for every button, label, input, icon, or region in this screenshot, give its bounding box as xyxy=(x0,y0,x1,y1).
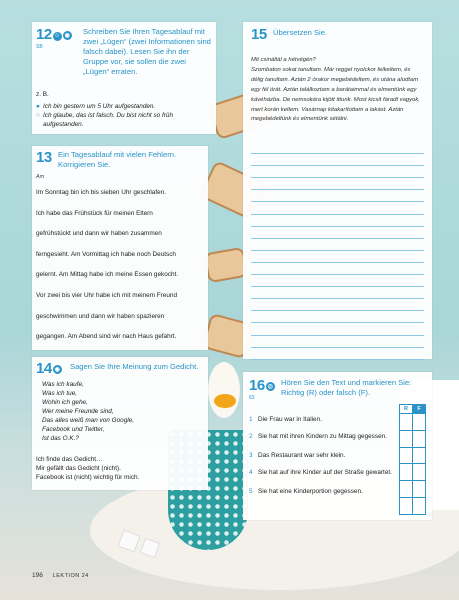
poem-line: Was ich tue, xyxy=(42,390,78,397)
answer-cell-r[interactable] xyxy=(400,430,413,447)
example-line: ● Ich bin gestern um 5 Uhr aufgestanden. xyxy=(36,103,156,110)
text-line: gelernt. Am Mittag habe ich meine Essen gekocht. xyxy=(36,271,179,279)
exercise-14-box xyxy=(32,357,208,490)
statement-item: 2 Sie hat mit ihren Kindern zu Mittag gegessen. xyxy=(249,432,387,440)
poem-line: Facebook und Twitter, xyxy=(42,426,105,433)
egg-yolk-image xyxy=(214,394,236,408)
audio-track: 63 xyxy=(249,395,255,401)
statement-item: 5 Sie hat eine Kinderportion gegessen. xyxy=(249,487,363,495)
answer-cell-f[interactable] xyxy=(413,430,426,447)
toast-image xyxy=(204,247,249,283)
answer-cell-f[interactable] xyxy=(413,447,426,464)
answer-cell-f[interactable] xyxy=(413,497,426,514)
poem-line: Wohin ich gehe, xyxy=(42,399,88,406)
statement-list xyxy=(249,416,397,504)
poem-line: Ist das O.K.? xyxy=(42,435,79,442)
text-line: ferngesieht. Am Vormittag ich habe noch Deutsch xyxy=(36,250,176,258)
response-phrases xyxy=(36,455,139,482)
text-line: gegangen. Am Abend sind wir nach Haus gefahrt. xyxy=(36,333,177,341)
answer-cell-r[interactable] xyxy=(400,447,413,464)
phrase: Ich finde das Gedicht… xyxy=(36,456,103,463)
bullet-icon: ● xyxy=(36,103,40,110)
page-footer xyxy=(32,572,89,579)
poem-line: Das alles weiß man von Google, xyxy=(42,417,134,424)
text-line: Vor zwei bis vier Uhr habe ich mit meinem Freund xyxy=(36,291,178,299)
exercise-14-number: 14 ◉ xyxy=(36,360,60,377)
answer-cell-f[interactable] xyxy=(413,464,426,481)
example-label: z. B. xyxy=(36,91,49,98)
speak-icon: ◉ xyxy=(54,367,60,373)
text-question: Mit csináltál a hétvégén? xyxy=(251,57,316,63)
answer-cell-r[interactable] xyxy=(400,464,413,481)
page-number: 196 xyxy=(32,572,43,579)
statement-item: 1 Die Frau war in Italien. xyxy=(249,416,322,423)
exercise-15-instruction: Übersetzen Sie. xyxy=(273,28,328,37)
answer-grid xyxy=(399,404,426,515)
exercise-15-number: 15 xyxy=(251,26,267,43)
exercise-12-box xyxy=(32,22,216,134)
speak-icon: ◉ xyxy=(64,33,70,39)
text-line: Ich habe das Frühstück für meinen Eltern xyxy=(36,209,153,217)
error-text xyxy=(36,183,206,348)
exercise-12-instruction: Schreiben Sie Ihren Tagesablauf mit zwei „Lügen“ (zwei Informationen sind falsch dabei). Lesen Sie ihn der Gruppe vor, sie sollen die zwei „Lügen“ erraten. xyxy=(83,27,211,76)
exercise-13-box xyxy=(32,146,208,350)
exercise-16-instruction: Hören Sie den Text und markieren Sie: Richtig (R) oder falsch (F). xyxy=(281,378,412,397)
poem-line: Was ich kaufe, xyxy=(42,381,84,388)
answer-cell-r[interactable] xyxy=(400,481,413,498)
text-line: geschwimmen und dann wir haben spazieren xyxy=(36,312,165,320)
statement-item: 3 Das Restaurant war sehr klein. xyxy=(249,451,346,459)
phrase: Facebook ist (nicht) wichtig für mich. xyxy=(36,474,140,481)
exercise-16-box xyxy=(243,372,432,520)
phrase: Mir gefällt das Gedicht (nicht). xyxy=(36,465,121,472)
correction-note: Am xyxy=(36,174,45,180)
text-line: gefrühstückt und dann wir haben zusammen xyxy=(36,230,162,238)
answer-cell-f[interactable] xyxy=(413,414,426,431)
egg-image xyxy=(208,362,240,418)
col-r-header: R xyxy=(400,405,413,414)
exercise-12-examples xyxy=(36,102,211,129)
answer-cell-r[interactable] xyxy=(400,414,413,431)
answer-cell-r[interactable] xyxy=(400,497,413,514)
answer-cell-f[interactable] xyxy=(413,481,426,498)
exercise-12-number: 12 ☺ ◉ SB xyxy=(36,26,70,50)
exercise-12-sub: SB xyxy=(36,44,43,50)
group-icon: ☺ xyxy=(54,33,61,39)
example-line: ○ Ich glaube, das ist falsch. Du bist nicht so früh aufgestanden. xyxy=(36,112,174,128)
text-paragraph: Szombaton sokat tanultam. Már reggel nyolckor felkeltem, és délig tanultam. Aztán 2 órakor megebédeltem, és utána aludtam egy fél órát. Aztán találkoztam a barátaimmal és elmentünk egy kávéházba. De nemsokára kijött ittunk. Most kicsit fáradt vagyok, mert korán keltem. Vasárnap kitakarítottam a lakást. Aztán megebédeltünk és elmentünk sétálni. xyxy=(251,66,420,123)
poem xyxy=(42,380,134,443)
hungarian-text xyxy=(251,56,423,125)
poem-line: Wer meine Freunde sind, xyxy=(42,408,114,415)
lesson-label: LEKTION 24 xyxy=(52,573,89,579)
col-f-header: F xyxy=(413,405,426,414)
statement-item: 4 Sie hat auf ihre Kinder auf der Straße gewartet. xyxy=(249,468,392,476)
exercise-13-number: 13 xyxy=(36,149,52,166)
exercise-15-box xyxy=(243,22,432,359)
exercise-14-instruction: Sagen Sie Ihre Meinung zum Gedicht. xyxy=(70,362,199,371)
writing-lines[interactable] xyxy=(251,142,424,360)
bullet-icon: ○ xyxy=(36,112,40,119)
exercise-13-instruction: Ein Tagesablauf mit vielen Fehlern. Korrigieren Sie. xyxy=(58,150,177,169)
exercise-16-number: 16 ◎ 63 xyxy=(249,377,273,401)
text-line: Im Sonntag bin ich bis sieben Uhr geschlafen. xyxy=(36,189,167,196)
listen-icon: ◎ xyxy=(267,384,273,390)
